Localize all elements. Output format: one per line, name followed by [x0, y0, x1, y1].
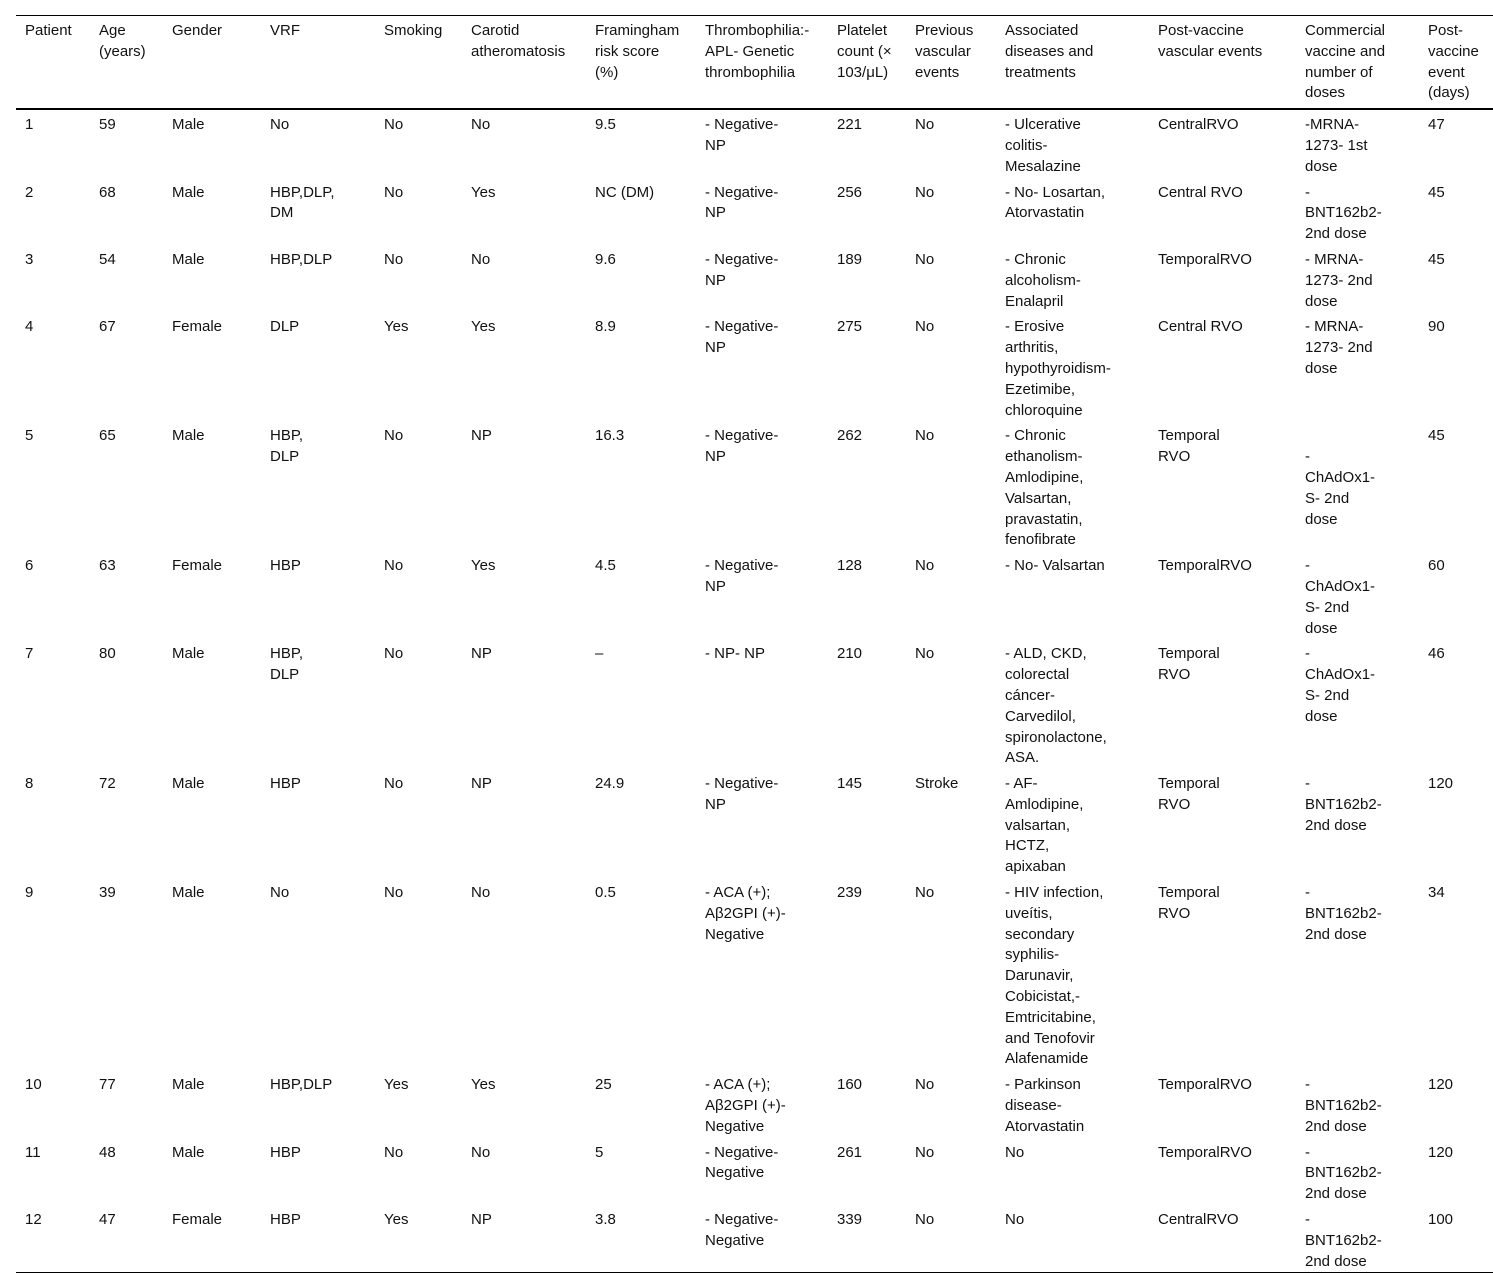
- table-cell: 11: [25, 1143, 41, 1161]
- table-cell: - Negative- NP: [705, 183, 779, 222]
- table-cell: 239: [837, 884, 863, 902]
- table-cell: 4.5: [595, 557, 616, 575]
- table-row: [16, 1138, 1493, 1205]
- table-cell: - No- Valsartan: [1005, 557, 1105, 575]
- table-cell: Male: [172, 427, 205, 445]
- table-cell: Yes: [471, 557, 496, 575]
- table-cell: 0.5: [595, 884, 616, 902]
- column-header: Patient: [25, 22, 72, 39]
- table-cell: 9: [25, 884, 34, 902]
- table-cell: - HIV infection, uveítis, secondary syphilis- Darunavir, Cobicistat,- Emtricitabine, and Tenofovir Alafenamide: [1005, 884, 1104, 1068]
- table-cell: - ALD, CKD, colorectal cáncer- Carvedilol, spironolactone, ASA.: [1005, 645, 1107, 767]
- table-cell: 68: [99, 183, 116, 201]
- table-cell: NP: [471, 1211, 492, 1229]
- table-cell: - ACA (+); Aβ2GPI (+)- Negative: [705, 884, 786, 943]
- table-cell: Male: [172, 645, 205, 663]
- table-cell: HBP: [270, 775, 301, 793]
- table-cell: - MRNA- 1273- 2nd dose: [1305, 318, 1373, 377]
- table-cell: No: [915, 1143, 935, 1161]
- table-cell: No: [384, 557, 404, 575]
- table-cell: No: [471, 116, 491, 134]
- table-cell: - Negative- NP: [705, 116, 779, 154]
- table-cell: CentralRVO: [1158, 116, 1239, 134]
- table-cell: Female: [172, 1211, 223, 1229]
- table-row: [16, 1070, 1493, 1137]
- table-cell: 47: [1428, 116, 1445, 134]
- table-cell: 262: [837, 427, 863, 445]
- table-cell: 9.6: [595, 250, 616, 268]
- table-cell: - Chronic alcoholism- Enalapril: [1005, 250, 1081, 310]
- table-cell: - Negative- Negative: [705, 1143, 779, 1182]
- table-cell: CentralRVO: [1158, 1211, 1239, 1229]
- header-row: [16, 16, 1493, 110]
- table-row: [16, 1205, 1493, 1273]
- table-cell: Male: [172, 116, 205, 134]
- column-header: Post- vaccine event (days): [1428, 22, 1479, 102]
- table-row: [16, 109, 1493, 177]
- table-cell: 39: [99, 884, 116, 902]
- table-cell: 10: [25, 1076, 42, 1094]
- table-cell: 3.8: [595, 1211, 616, 1229]
- table-cell: - Chronic ethanolism- Amlodipine, Valsartan, pravastatin, fenofibrate: [1005, 427, 1084, 549]
- table-cell: No: [915, 645, 935, 663]
- table-cell: No: [471, 1143, 491, 1161]
- table-cell: 45: [1428, 427, 1445, 445]
- table-cell: 47: [99, 1211, 116, 1229]
- table-cell: -MRNA- 1273- 1st dose: [1305, 116, 1368, 175]
- table-cell: Temporal RVO: [1158, 427, 1220, 466]
- table-cell: 4: [25, 318, 34, 336]
- table-body: [16, 109, 1493, 1273]
- table-cell: - BNT162b2- 2nd dose: [1305, 1211, 1382, 1270]
- table-cell: Central RVO: [1158, 183, 1243, 201]
- table-cell: Central RVO: [1158, 318, 1243, 336]
- table-cell: 45: [1428, 250, 1445, 268]
- table-cell: 25: [595, 1076, 612, 1094]
- table-cell: Female: [172, 557, 223, 575]
- table-cell: Stroke: [915, 775, 959, 793]
- table-cell: NP: [471, 645, 492, 663]
- table-cell: Temporal RVO: [1158, 645, 1220, 684]
- table-cell: HBP,DLP: [270, 250, 333, 268]
- table-cell: Yes: [384, 318, 409, 336]
- table-cell: - Negative- NP: [705, 318, 779, 357]
- table-cell: No: [384, 884, 404, 902]
- table-cell: 46: [1428, 645, 1445, 663]
- table-cell: NC (DM): [595, 183, 655, 201]
- table-cell: - AF- Amlodipine, valsartan, HCTZ, apixaban: [1005, 775, 1084, 876]
- table-cell: - Erosive arthritis, hypothyroidism- Ezetimibe, chloroquine: [1005, 318, 1111, 419]
- table-cell: No: [915, 557, 935, 575]
- table-cell: HBP,DLP: [270, 1076, 333, 1094]
- table-cell: - Ulcerative colitis- Mesalazine: [1005, 116, 1081, 175]
- table-cell: - MRNA- 1273- 2nd dose: [1305, 250, 1373, 310]
- table-row: [16, 245, 1493, 312]
- table-cell: 120: [1428, 1076, 1454, 1094]
- table-cell: - NP- NP: [705, 645, 765, 663]
- table-cell: 65: [99, 427, 116, 445]
- table-cell: 1: [25, 116, 34, 134]
- table-cell: Temporal RVO: [1158, 775, 1220, 813]
- table-cell: 67: [99, 318, 116, 336]
- table-cell: 63: [99, 557, 116, 575]
- table-cell: - BNT162b2- 2nd dose: [1305, 183, 1382, 243]
- table-cell: Female: [172, 318, 223, 336]
- table-cell: 5: [595, 1143, 604, 1161]
- table-cell: No: [384, 250, 404, 268]
- patient-table: [16, 15, 1493, 1273]
- table-cell: 9.5: [595, 116, 616, 134]
- table-cell: - ChAdOx1- S- 2nd dose: [1305, 448, 1376, 528]
- table-row: [16, 639, 1493, 769]
- column-header: Age (years): [99, 22, 146, 60]
- column-header: Commercial vaccine and number of doses: [1305, 22, 1386, 102]
- table-cell: No: [384, 1143, 404, 1161]
- table-cell: No: [915, 318, 935, 336]
- table-row: [16, 769, 1493, 878]
- table-cell: - ChAdOx1- S- 2nd dose: [1305, 557, 1376, 637]
- column-header: Smoking: [384, 22, 443, 39]
- table-cell: 24.9: [595, 775, 625, 793]
- column-header: Carotid atheromatosis: [471, 22, 566, 60]
- table-cell: No: [915, 1211, 935, 1229]
- table-row: [16, 878, 1493, 1070]
- table-cell: - Negative- NP: [705, 250, 779, 289]
- table-cell: - BNT162b2- 2nd dose: [1305, 1076, 1382, 1135]
- table-cell: TemporalRVO: [1158, 557, 1252, 575]
- table-cell: No: [1005, 1143, 1025, 1161]
- column-header: VRF: [270, 22, 300, 39]
- table-cell: Yes: [471, 183, 496, 201]
- table-cell: - BNT162b2- 2nd dose: [1305, 775, 1382, 834]
- table-cell: NP: [471, 775, 492, 793]
- table-cell: 8: [25, 775, 34, 793]
- table-cell: No: [384, 775, 404, 793]
- table-cell: No: [915, 183, 935, 201]
- table-cell: DLP: [270, 318, 300, 336]
- table-cell: No: [471, 884, 491, 902]
- table-cell: No: [1005, 1211, 1025, 1229]
- table-row: [16, 421, 1493, 551]
- table-cell: 100: [1428, 1211, 1454, 1229]
- table-cell: 34: [1428, 884, 1445, 902]
- table-cell: TemporalRVO: [1158, 250, 1252, 268]
- column-header: Associated diseases and treatments: [1005, 22, 1094, 81]
- table-cell: - No- Losartan, Atorvastatin: [1005, 183, 1106, 222]
- table-cell: Yes: [471, 318, 496, 336]
- table-cell: 16.3: [595, 427, 625, 445]
- table-cell: No: [915, 884, 935, 902]
- table-cell: Male: [172, 775, 205, 793]
- column-header: Thrombophilia:- APL- Genetic thrombophilia: [705, 22, 810, 81]
- table-cell: - Negative- Negative: [705, 1211, 779, 1249]
- table-cell: HBP, DLP: [270, 645, 304, 684]
- table-cell: Male: [172, 250, 205, 268]
- table-cell: No: [384, 183, 404, 201]
- table-cell: 221: [837, 116, 863, 134]
- table-cell: HBP, DLP: [270, 427, 304, 466]
- table-cell: No: [384, 427, 404, 445]
- table-row: [16, 312, 1493, 421]
- table-cell: - ChAdOx1- S- 2nd dose: [1305, 645, 1376, 725]
- table-cell: 120: [1428, 775, 1454, 793]
- table-cell: 54: [99, 250, 116, 268]
- table-cell: No: [471, 250, 491, 268]
- table-cell: –: [595, 645, 604, 663]
- table-cell: HBP: [270, 557, 301, 575]
- table-cell: No: [915, 1076, 935, 1094]
- patient-table-container: [16, 15, 1493, 1273]
- table-cell: No: [915, 116, 935, 134]
- table-cell: - BNT162b2- 2nd dose: [1305, 1143, 1382, 1203]
- table-cell: 261: [837, 1143, 863, 1161]
- table-cell: No: [270, 884, 290, 902]
- table-cell: 275: [837, 318, 863, 336]
- table-cell: - Negative- NP: [705, 775, 779, 813]
- table-cell: - Parkinson disease- Atorvastatin: [1005, 1076, 1085, 1135]
- table-cell: 48: [99, 1143, 116, 1161]
- table-cell: 72: [99, 775, 116, 793]
- table-cell: Yes: [384, 1076, 409, 1094]
- table-cell: Male: [172, 183, 205, 201]
- table-cell: 6: [25, 557, 34, 575]
- table-row: [16, 551, 1493, 639]
- table-cell: 160: [837, 1076, 863, 1094]
- table-cell: - Negative- NP: [705, 557, 779, 595]
- table-cell: - ACA (+); Aβ2GPI (+)- Negative: [705, 1076, 786, 1135]
- table-cell: Male: [172, 1076, 205, 1094]
- table-cell: TemporalRVO: [1158, 1143, 1252, 1161]
- column-header: Platelet count (× 103/μL): [837, 22, 892, 81]
- table-cell: 80: [99, 645, 116, 663]
- column-header: Framingham risk score (%): [595, 22, 680, 81]
- table-cell: 8.9: [595, 318, 616, 336]
- table-cell: Temporal RVO: [1158, 884, 1220, 922]
- table-cell: - Negative- NP: [705, 427, 779, 466]
- table-cell: Male: [172, 1143, 205, 1161]
- table-cell: HBP: [270, 1211, 301, 1229]
- table-cell: 90: [1428, 318, 1445, 336]
- table-cell: 128: [837, 557, 863, 575]
- table-cell: No: [384, 645, 404, 663]
- table-cell: 120: [1428, 1143, 1454, 1161]
- table-cell: No: [915, 250, 935, 268]
- table-cell: 3: [25, 250, 34, 268]
- table-cell: 60: [1428, 557, 1445, 575]
- table-cell: HBP,DLP, DM: [270, 183, 335, 222]
- table-cell: No: [384, 116, 404, 134]
- column-header: Gender: [172, 22, 223, 39]
- table-cell: 77: [99, 1076, 116, 1094]
- column-header: Post-vaccine vascular events: [1158, 22, 1263, 60]
- table-cell: 210: [837, 645, 863, 663]
- table-cell: Male: [172, 884, 205, 902]
- table-cell: HBP: [270, 1143, 301, 1161]
- table-cell: No: [915, 427, 935, 445]
- table-cell: No: [270, 116, 290, 134]
- table-cell: 339: [837, 1211, 863, 1229]
- table-cell: 45: [1428, 183, 1445, 201]
- table-cell: TemporalRVO: [1158, 1076, 1252, 1094]
- table-row: [16, 178, 1493, 245]
- table-cell: Yes: [471, 1076, 496, 1094]
- table-cell: 256: [837, 183, 863, 201]
- table-cell: 12: [25, 1211, 42, 1229]
- table-cell: 145: [837, 775, 863, 793]
- table-cell: - BNT162b2- 2nd dose: [1305, 884, 1382, 943]
- table-cell: NP: [471, 427, 492, 445]
- table-header: [16, 16, 1493, 110]
- table-cell: Yes: [384, 1211, 409, 1229]
- table-cell: 7: [25, 645, 34, 663]
- table-cell: 59: [99, 116, 116, 134]
- column-header: Previous vascular events: [915, 22, 974, 81]
- table-cell: 2: [25, 183, 34, 201]
- table-cell: 189: [837, 250, 863, 268]
- table-cell: 5: [25, 427, 34, 445]
